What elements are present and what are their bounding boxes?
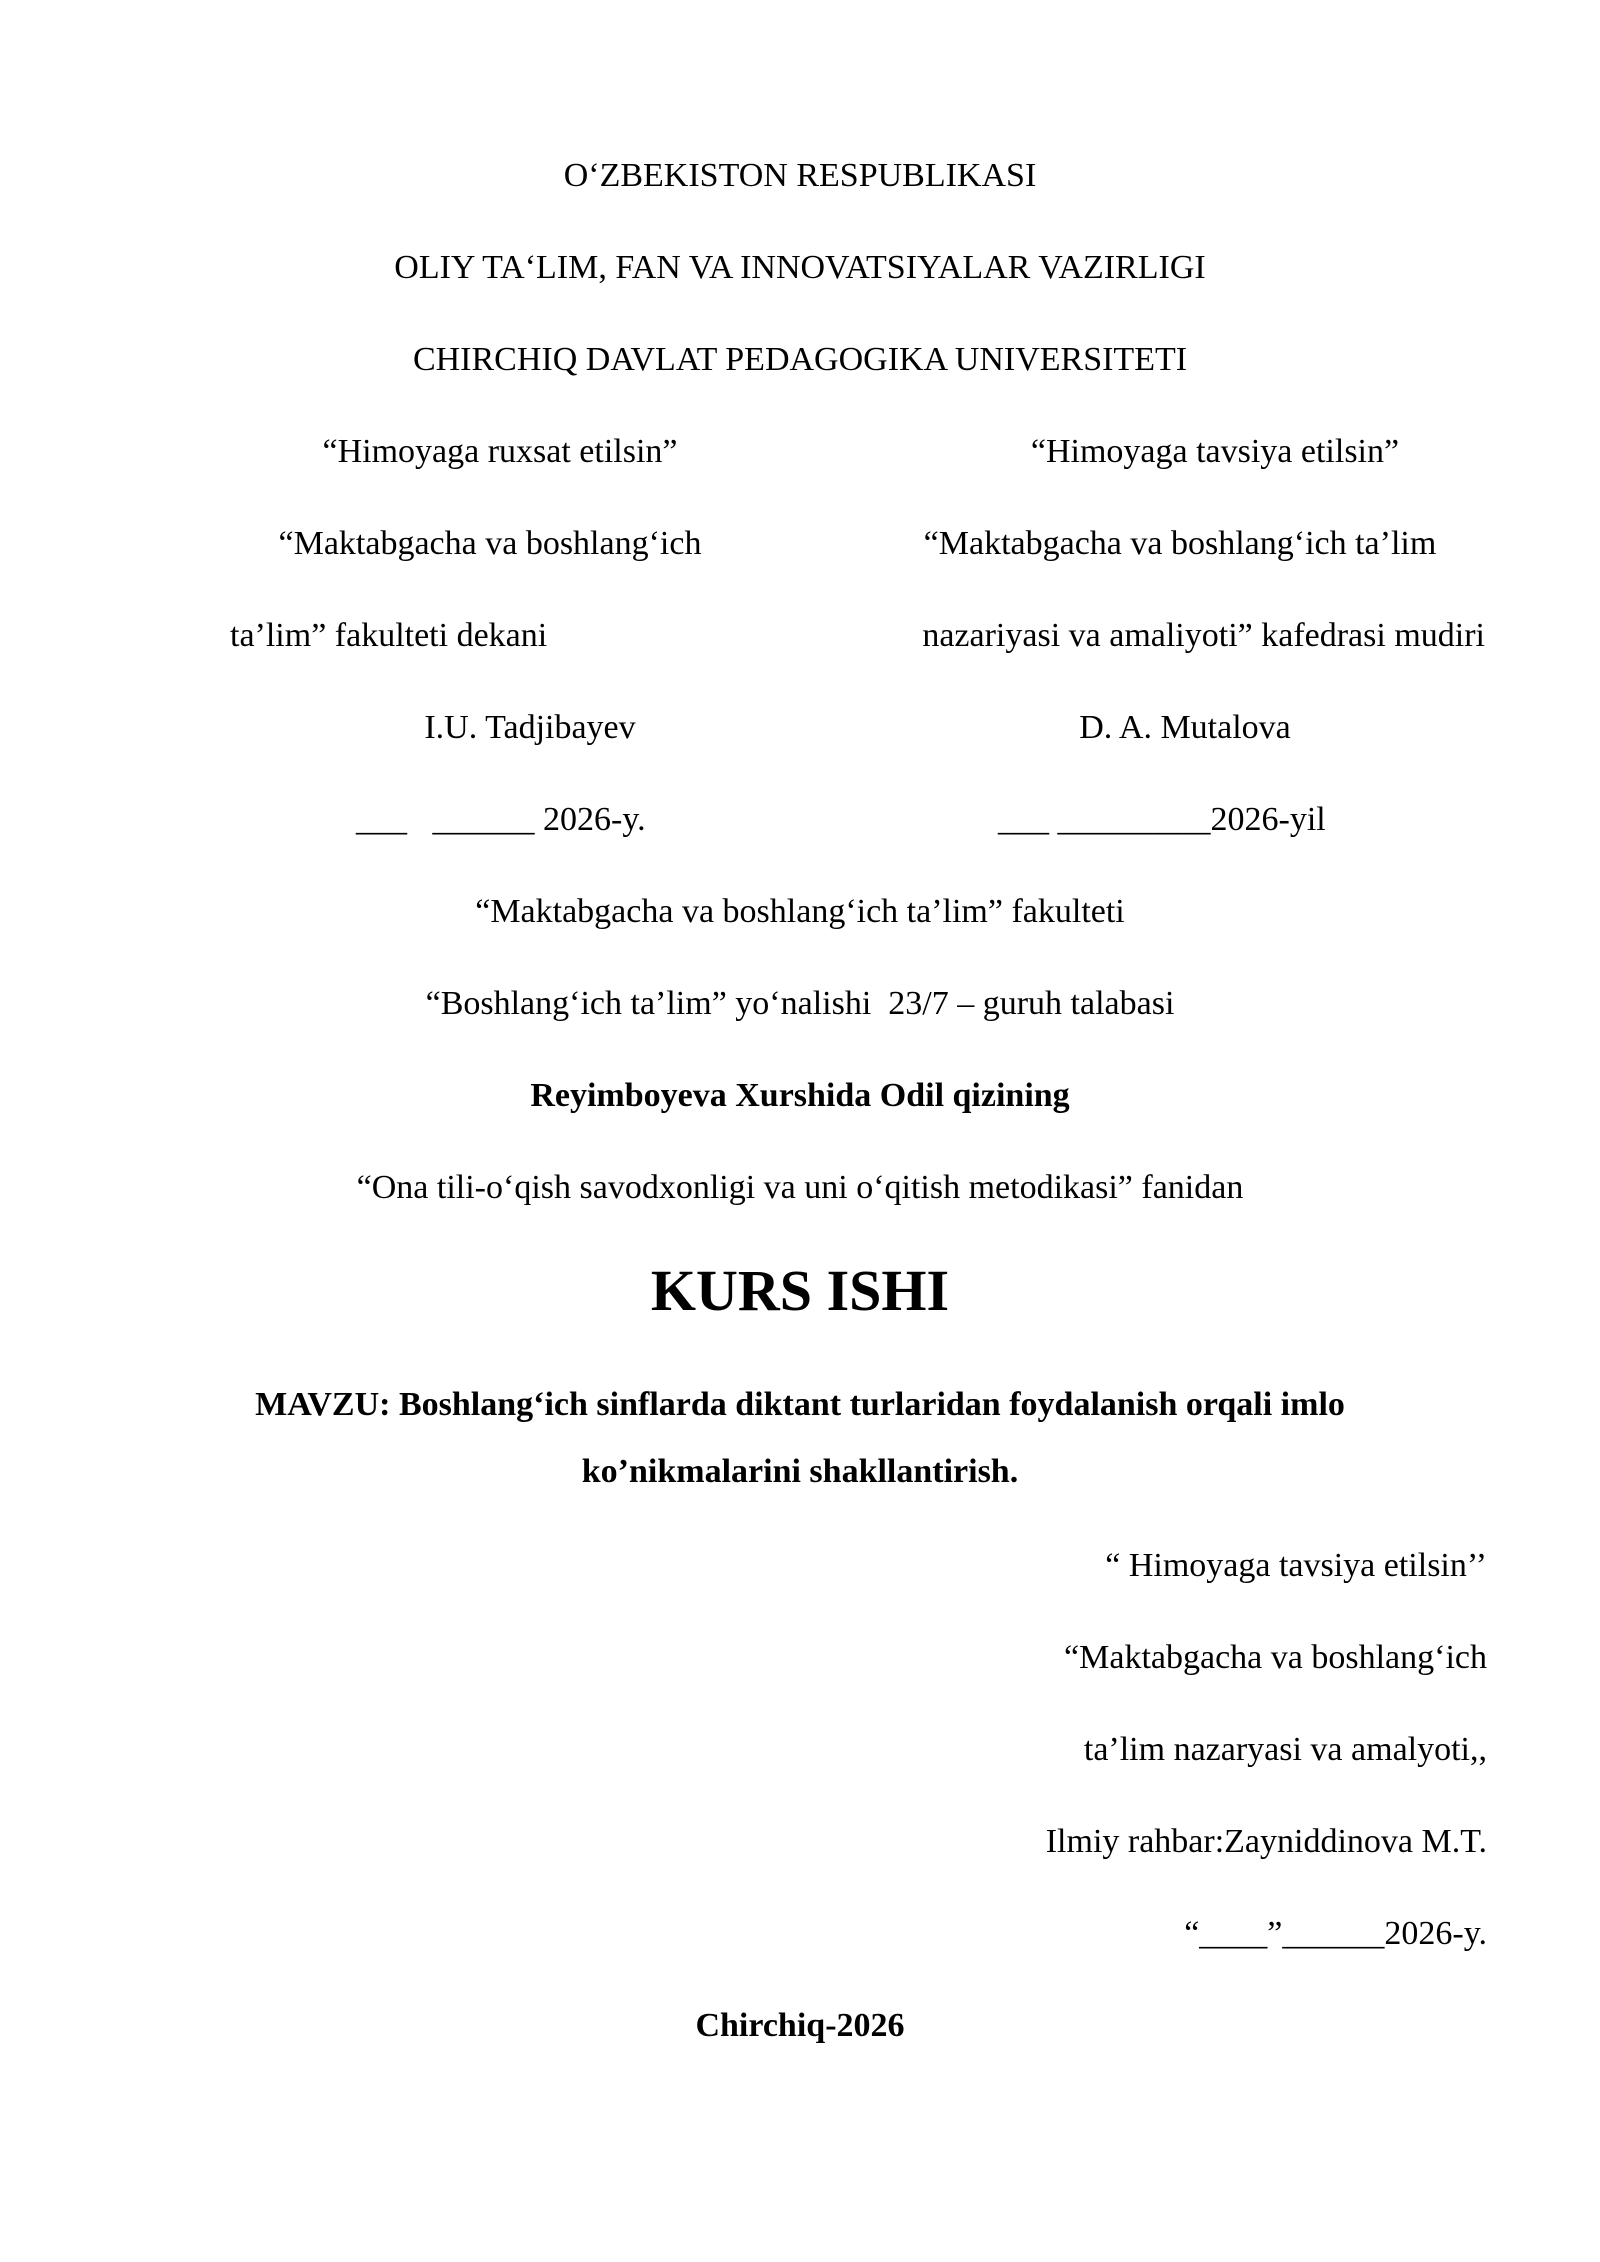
student-faculty: “Maktabgacha va boshlang‘ich ta’lim” fakulteti: [475, 893, 1125, 930]
student-name: Reyimboyeva Xurshida Odil qizining: [530, 1077, 1070, 1114]
approval-left-title: “Himoyaga ruxsat etilsin”: [322, 433, 678, 470]
university-name: CHIRCHIQ DAVLAT PEDAGOGIKA UNIVERSITETI: [412, 341, 1188, 378]
supervisor-department-line1: “Maktabgacha va boshlang‘ich: [1064, 1639, 1487, 1676]
subject-name: “Ona tili-o‘qish savodxonligi va uni o‘qitish metodikasi” fanidan: [356, 1169, 1244, 1206]
approval-left-dean-name: I.U. Tadjibayev: [424, 709, 636, 746]
approval-right-title: “Himoyaga tavsiya etilsin”: [1030, 433, 1400, 470]
ministry-country: O‘ZBEKISTON RESPUBLIKASI: [563, 157, 1037, 194]
approval-right-department-line2: nazariyasi va amaliyoti” kafedrasi mudiri: [922, 617, 1485, 654]
supervisor-date: “____”______2026-y.: [1184, 1915, 1487, 1952]
place-year: Chirchiq-2026: [695, 2007, 905, 2044]
ministry-name: OLIY TA‘LIM, FAN VA INNOVATSIYALAR VAZIRLIGI: [394, 249, 1206, 286]
approval-right-department-line1: “Maktabgacha va boshlang‘ich ta’lim: [923, 525, 1437, 562]
student-direction-group: “Boshlang‘ich ta’lim” yo‘nalishi 23/7 – guruh talabasi: [425, 985, 1175, 1022]
approval-left-faculty-line1: “Maktabgacha va boshlang‘ich: [278, 525, 702, 562]
work-type-title: KURS ISHI: [650, 1258, 950, 1323]
topic-line2: ko’nikmalarini shakllantirish.: [581, 1453, 1019, 1490]
approval-left-date: ___ ______ 2026-y.: [356, 801, 646, 838]
approval-right-date: ___ _________2026-yil: [998, 801, 1326, 838]
supervisor-recommend: “ Himoyaga tavsiya etilsin’’: [1105, 1547, 1487, 1584]
approval-right-head-name: D. A. Mutalova: [1079, 709, 1291, 746]
approval-left-faculty-line2: ta’lim” fakulteti dekani: [230, 617, 548, 654]
topic-line1: MAVZU: Boshlang‘ich sinflarda diktant turlaridan foydalanish orqali imlo: [255, 1386, 1345, 1423]
supervisor-department-line2: ta’lim nazaryasi va amalyoti,,: [1083, 1731, 1487, 1768]
supervisor-name: Ilmiy rahbar:Zayniddinova M.T.: [1045, 1823, 1487, 1860]
